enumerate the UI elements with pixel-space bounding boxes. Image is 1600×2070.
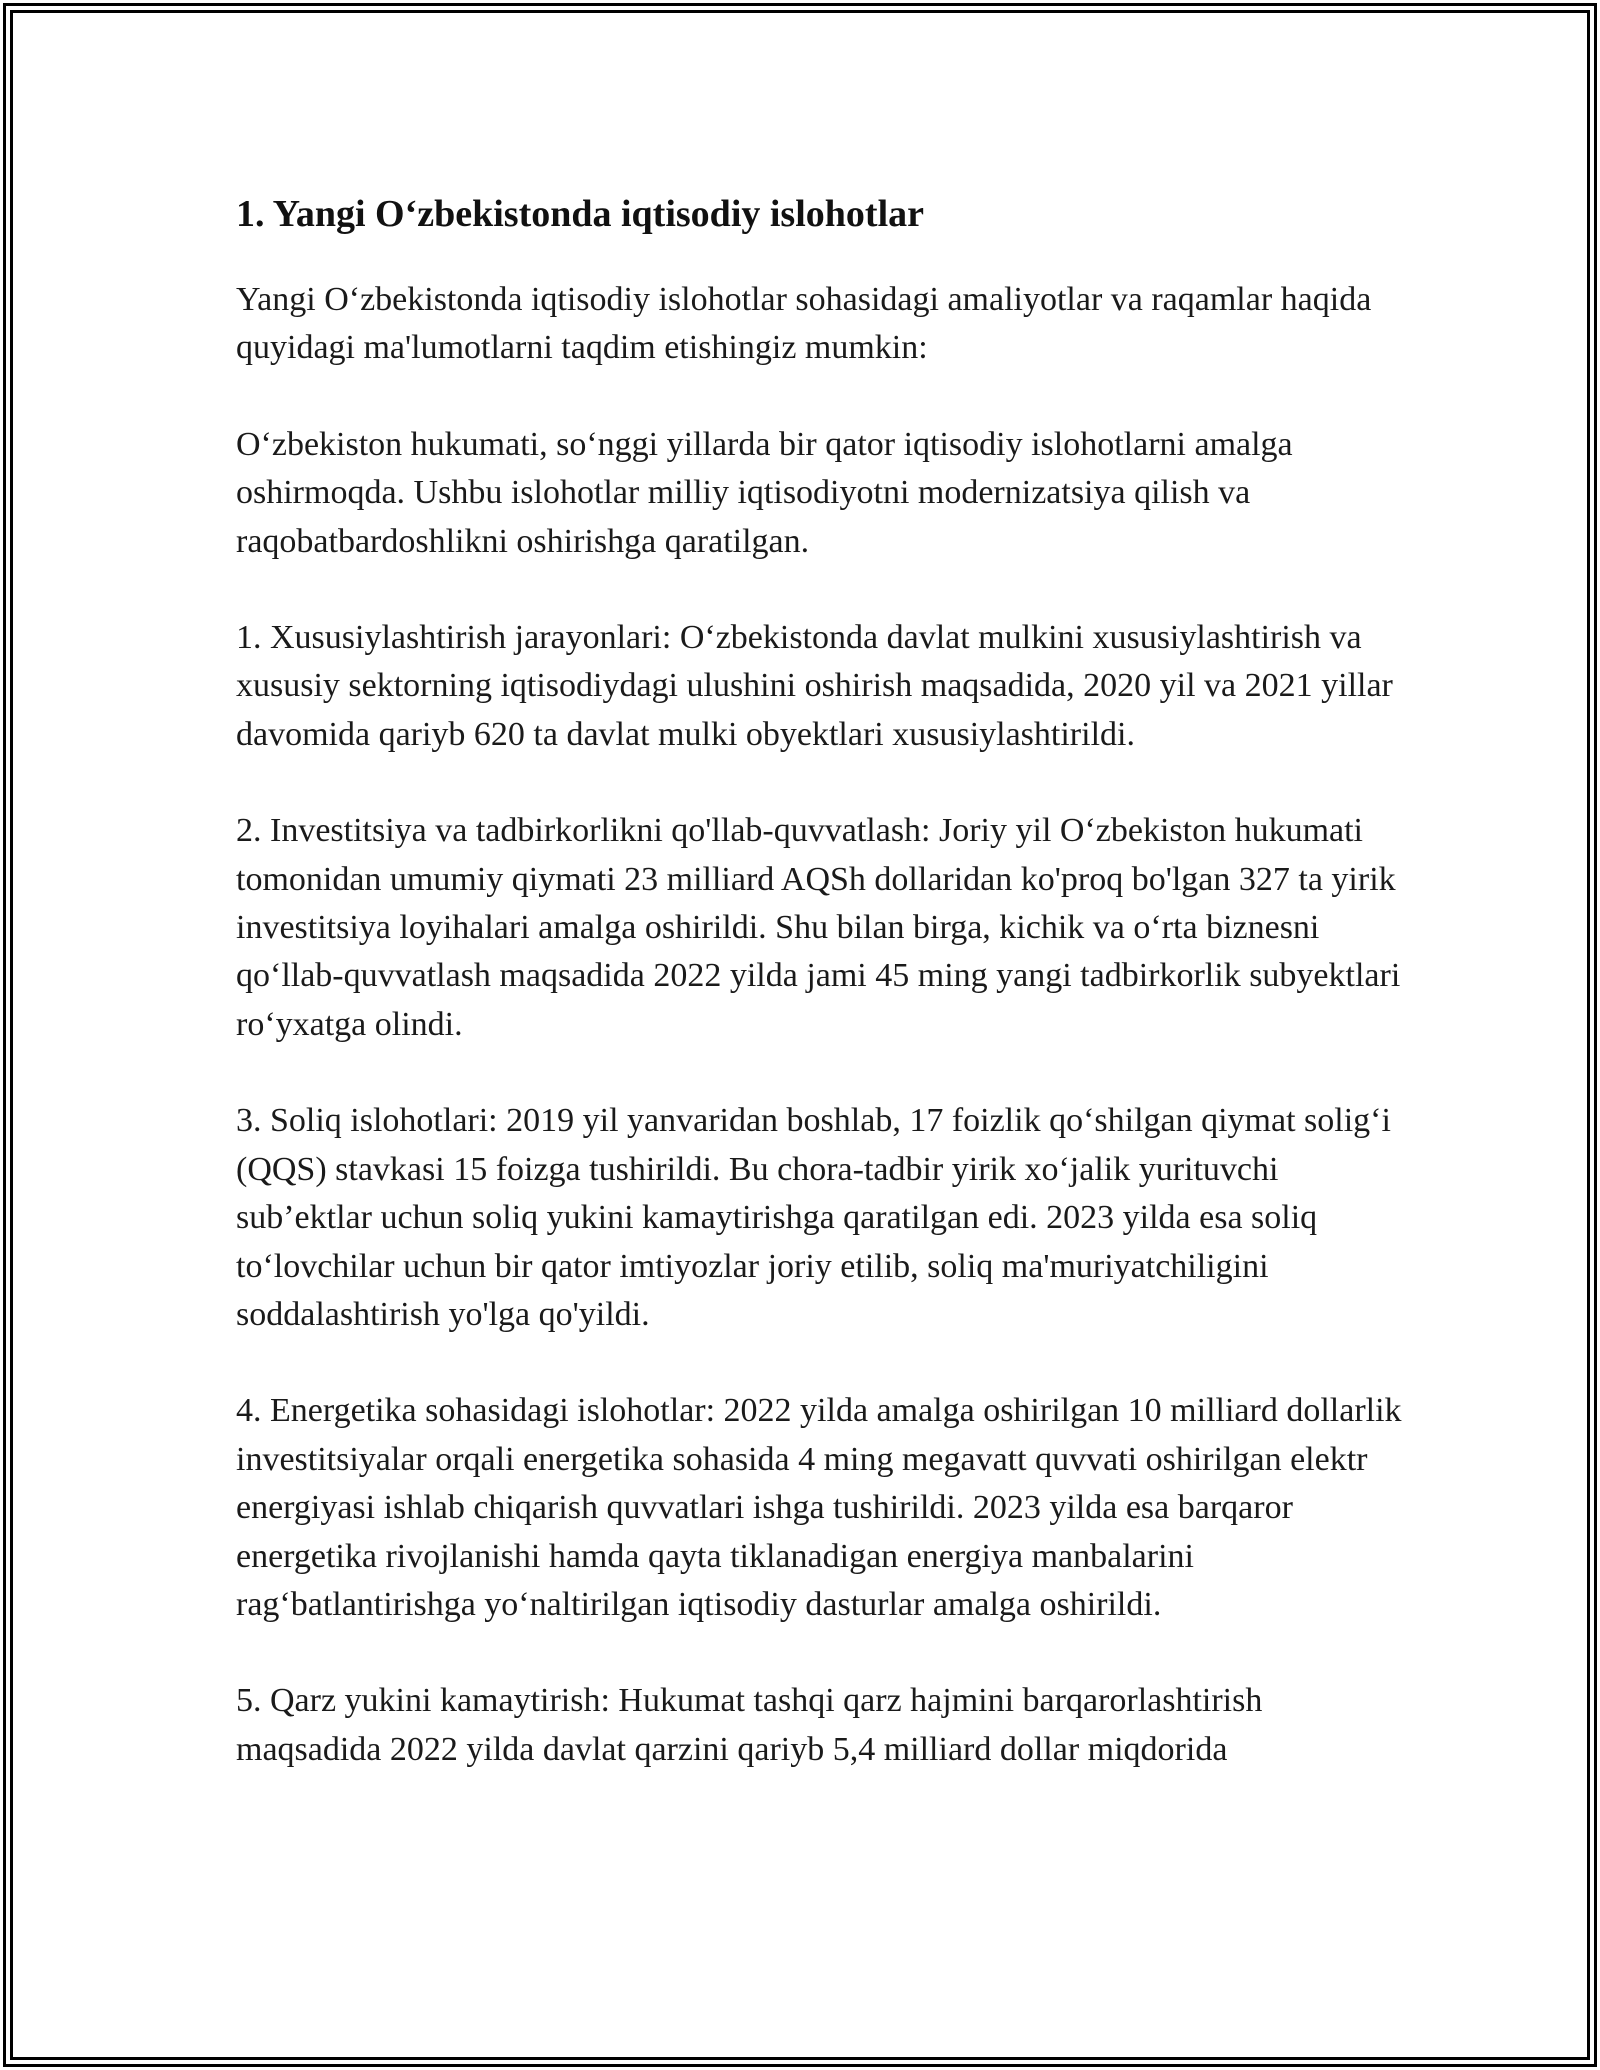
paragraph-overview: O‘zbekiston hukumati, so‘nggi yillarda bir qator iqtisodiy islohotlarni amalga oshirmoqda. Ushbu islohotlar milliy iqtisodiyotni modernizatsiya qilish va raqobatbardoshlikni oshirishga qaratilgan. — [236, 425, 1293, 560]
document-title: 1. Yangi O‘zbekistonda iqtisodiy islohotlar — [236, 193, 924, 235]
paragraph-privatization: 1. Xususiylashtirish jarayonlari: O‘zbekistonda davlat mulkini xususiylashtirish va xususiy sektorning iqtisodiydagi ulushini oshirish maqsadida, 2020 yil va 2021 yillar davomida qariyb 620 ta davlat mulki obyektlari xususiylashtirildi. — [236, 619, 1393, 753]
paragraph-energy-reforms: 4. Energetika sohasidagi islohotlar: 2022 yilda amalga oshirilgan 10 milliard dollarlik investitsiyalar orqali energetika sohasida 4 ming megavatt quvvati oshirilgan elektr energiyasi ishlab chiqarish quvvatlari ishga tushirildi. 2023 yilda esa barqaror energetika rivojlanishi hamda qayta tiklanadigan energiya manbalarini rag‘batlantirishga yo‘naltirilgan iqtisodiy dasturlar amalga oshirildi. — [236, 1392, 1402, 1623]
paragraph-tax-reforms: 3. Soliq islohotlari: 2019 yil yanvaridan boshlab, 17 foizlik qo‘shilgan qiymat solig‘i (QQS) stavkasi 15 foizga tushirildi. Bu chora-tadbir yirik xo‘jalik yurituvchi sub’ektlar uchun soliq yukini kamaytirishga qaratilgan edi. 2023 yilda esa soliq to‘lovchilar uchun bir qator imtiyozlar joriy etilib, soliq ma'muriyatchiligini soddalashtirish yo'lga qo'yildi. — [236, 1102, 1391, 1333]
paragraph-debt-reduction: 5. Qarz yukini kamaytirish: Hukumat tashqi qarz hajmini barqarorlashtirish maqsadida 2022 yilda davlat qarzini qariyb 5,4 milliard dollar miqdorida — [236, 1682, 1263, 1768]
document-body — [236, 186, 1416, 1822]
paragraph-intro: Yangi O‘zbekistonda iqtisodiy islohotlar sohasidagi amaliyotlar va raqamlar haqida quyidagi ma'lumotlarni taqdim etishingiz mumkin: — [236, 281, 1372, 367]
paragraph-investment: 2. Investitsiya va tadbirkorlikni qo'llab-quvvatlash: Joriy yil O‘zbekiston hukumati tomonidan umumiy qiymati 23 milliard AQSh dollaridan ko'proq bo'lgan 327 ta yirik investitsiya loyihalari amalga oshirildi. Shu bilan birga, kichik va o‘rta biznesni qo‘llab-quvvatlash maqsadida 2022 yilda jami 45 ming yangi tadbirkorlik subyektlari ro‘yxatga olindi. — [236, 812, 1401, 1043]
